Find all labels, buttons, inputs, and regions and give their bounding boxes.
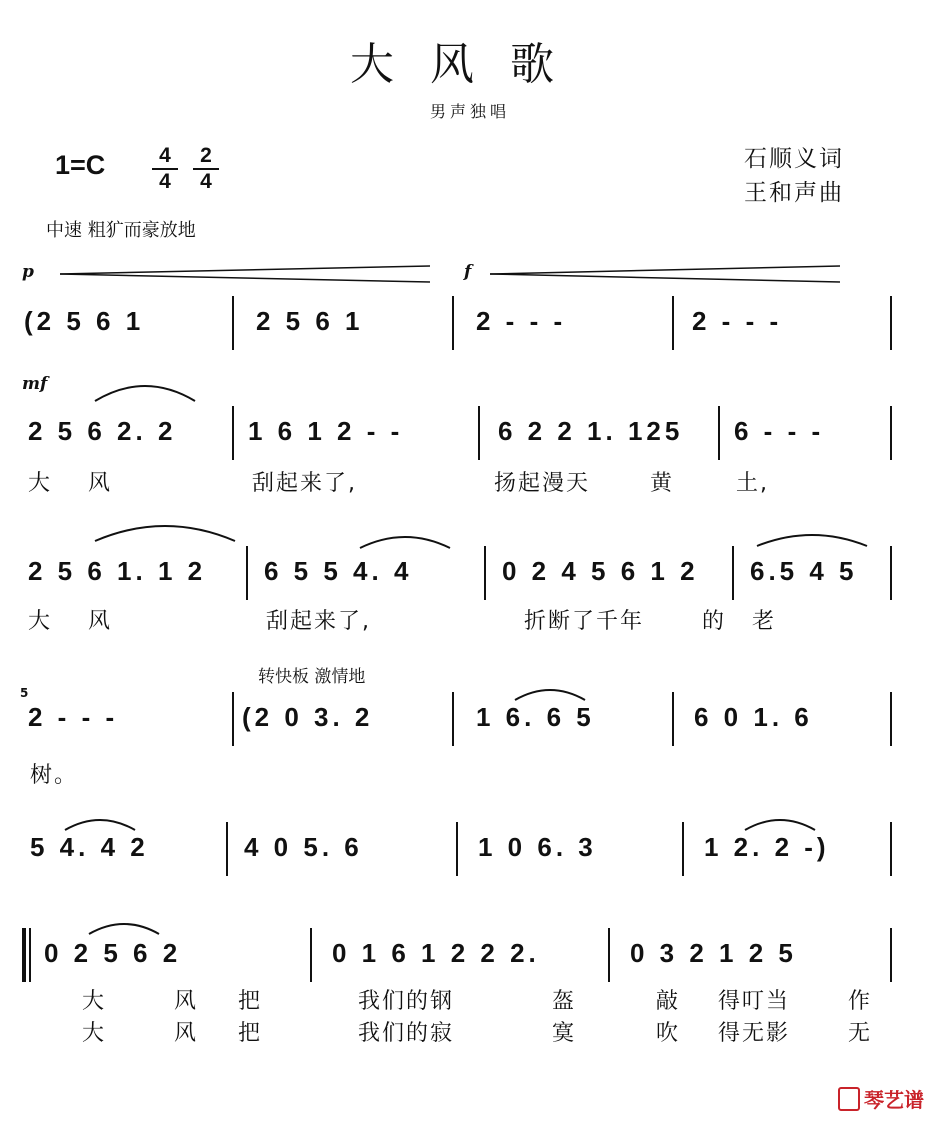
lyric: 把 bbox=[238, 1021, 263, 1046]
time-sig-bottom: 4 bbox=[200, 170, 212, 193]
crescendo-hairpin-2 bbox=[490, 264, 850, 284]
measure: 6 2 2 1. 125 bbox=[498, 416, 684, 446]
lyric: 老 bbox=[752, 609, 777, 634]
measure: 1 0 6. 3 bbox=[478, 832, 597, 862]
barline bbox=[246, 546, 248, 600]
measure: 2 - - - bbox=[692, 306, 783, 336]
barline bbox=[452, 692, 454, 746]
lyric: 我们的钢 bbox=[358, 989, 455, 1014]
measure: 2 - - - bbox=[476, 306, 567, 336]
measure: 0 3 2 1 2 5 bbox=[630, 938, 797, 968]
composer: 王和声曲 bbox=[744, 180, 844, 206]
barline bbox=[456, 822, 458, 876]
lyric: 大 bbox=[82, 989, 107, 1014]
barline bbox=[890, 546, 892, 600]
measure: 2 - - - bbox=[28, 702, 119, 732]
time-sig-bottom: 4 bbox=[159, 170, 171, 193]
measure: 6 - - - bbox=[734, 416, 825, 446]
barline bbox=[890, 822, 892, 876]
measure: 6 5 5 4. 4 bbox=[264, 556, 413, 586]
subtitle: 男声独唱 bbox=[429, 102, 510, 121]
page-title: 大风歌 bbox=[350, 39, 590, 90]
barline bbox=[608, 928, 610, 982]
measure: 2 5 6 1. 1 2 bbox=[28, 556, 207, 586]
grace-note: 5 bbox=[20, 686, 29, 700]
lyric: 土, bbox=[736, 471, 769, 496]
lyric: 无 bbox=[848, 1021, 873, 1046]
time-signature-2-4 bbox=[193, 146, 219, 192]
staff-line-5 bbox=[0, 822, 940, 878]
staff-line-4 bbox=[0, 692, 940, 748]
barline bbox=[890, 692, 892, 746]
measure: (2 5 6 1 bbox=[24, 306, 145, 336]
crescendo-hairpin bbox=[60, 264, 440, 284]
staff-line-6 bbox=[0, 928, 940, 984]
measure: 4 0 5. 6 bbox=[244, 832, 363, 862]
lyric: 风 bbox=[174, 1021, 199, 1046]
lyric: 风 bbox=[88, 471, 113, 496]
lyric: 刮起来了, bbox=[266, 609, 371, 634]
repeat-barline bbox=[22, 928, 26, 982]
barline bbox=[890, 928, 892, 982]
dynamic-p: p bbox=[22, 262, 34, 282]
lyric: 我们的寂 bbox=[358, 1021, 455, 1046]
lyric: 大 bbox=[28, 609, 53, 634]
barline bbox=[682, 822, 684, 876]
barline bbox=[718, 406, 720, 460]
time-signature-4-4 bbox=[152, 146, 178, 192]
site-logo bbox=[838, 1084, 924, 1113]
lyric: 扬起漫天 bbox=[494, 471, 591, 496]
barline bbox=[732, 546, 734, 600]
lyric: 大 bbox=[82, 1021, 107, 1046]
slur bbox=[90, 516, 240, 546]
measure: 0 2 5 6 2 bbox=[44, 938, 182, 968]
measure: 5 4. 4 2 bbox=[30, 832, 149, 862]
lyric: 大 bbox=[28, 471, 53, 496]
lyric: 黄 bbox=[650, 471, 675, 496]
lyric: 作 bbox=[848, 989, 873, 1014]
barline bbox=[452, 296, 454, 350]
staff-line-2 bbox=[0, 406, 940, 462]
lyric: 折断了千年 bbox=[524, 609, 645, 634]
measure: 6 0 1. 6 bbox=[694, 702, 813, 732]
staff-line-3 bbox=[0, 546, 940, 602]
repeat-barline-thin bbox=[29, 928, 31, 982]
lyric: 得无影 bbox=[718, 1021, 791, 1046]
dynamic-mf: mf bbox=[22, 374, 48, 394]
measure: 0 2 4 5 6 1 2 bbox=[502, 556, 699, 586]
lyric: 敲 bbox=[656, 989, 681, 1014]
measure: 1 6. 6 5 bbox=[476, 702, 595, 732]
lyric: 寞 bbox=[552, 1021, 577, 1046]
lyric: 得叮当 bbox=[718, 989, 791, 1014]
barline bbox=[226, 822, 228, 876]
barline bbox=[672, 692, 674, 746]
barline bbox=[890, 406, 892, 460]
barline bbox=[672, 296, 674, 350]
measure: 1 6 1 2 - - bbox=[248, 416, 404, 446]
measure: 6.5 4 5 bbox=[750, 556, 858, 586]
lyric: 树。 bbox=[30, 763, 79, 788]
barline bbox=[478, 406, 480, 460]
barline bbox=[232, 692, 234, 746]
measure: 2 5 6 1 bbox=[256, 306, 364, 336]
measure: (2 0 3. 2 bbox=[242, 702, 374, 732]
logo-text: 琴艺谱 bbox=[864, 1088, 924, 1112]
barline bbox=[232, 296, 234, 350]
measure: 0 1 6 1 2 2 2. bbox=[332, 938, 540, 968]
slur bbox=[90, 376, 200, 406]
tempo-marking: 中速 粗犷而豪放地 bbox=[46, 220, 196, 241]
barline bbox=[890, 296, 892, 350]
lyric: 盔 bbox=[552, 989, 577, 1014]
key-signature: 1=C bbox=[55, 150, 106, 180]
lyricist: 石顺义词 bbox=[744, 146, 844, 172]
lyric: 风 bbox=[88, 609, 113, 634]
measure: 1 2. 2 -) bbox=[704, 832, 830, 862]
time-sig-top: 4 bbox=[159, 144, 171, 167]
lyric: 的 bbox=[702, 609, 727, 634]
logo-icon bbox=[838, 1087, 860, 1111]
barline bbox=[232, 406, 234, 460]
dynamic-f: f bbox=[464, 262, 472, 282]
lyric: 风 bbox=[174, 989, 199, 1014]
time-sig-top: 2 bbox=[200, 144, 212, 167]
measure: 2 5 6 2. 2 bbox=[28, 416, 177, 446]
lyric: 把 bbox=[238, 989, 263, 1014]
staff-line-1 bbox=[0, 296, 940, 352]
lyric: 吹 bbox=[656, 1021, 681, 1046]
lyric: 刮起来了, bbox=[252, 471, 357, 496]
barline bbox=[484, 546, 486, 600]
barline bbox=[310, 928, 312, 982]
tempo-change: 转快板 激情地 bbox=[258, 667, 366, 687]
